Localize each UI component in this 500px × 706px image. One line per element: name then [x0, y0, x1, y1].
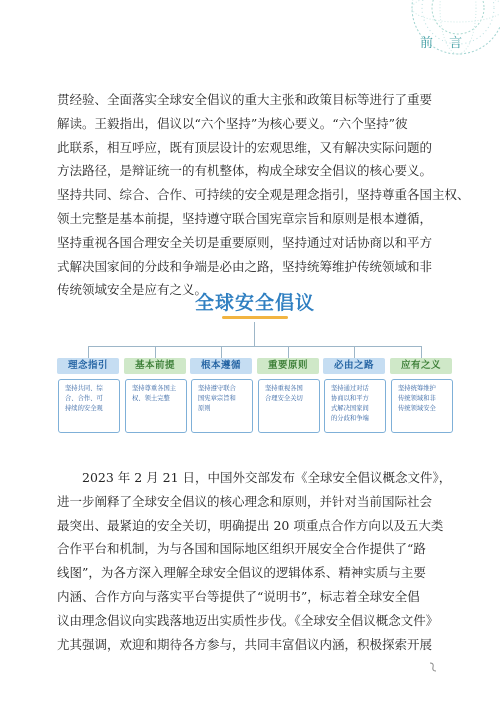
pillar-fundamental-principle: 根本遵循 — [190, 358, 252, 374]
paragraph-line: 此联系，相互呼应，既有顶层设计的宏观思维，又有解决实际问题的 — [57, 139, 433, 155]
card-text: 坚持遵守联合 国宪章宗旨和 原则 — [198, 385, 236, 412]
paragraph-line: 2023 年 2 月 21 日，中国外交部发布《全球安全倡议概念文件》， — [57, 470, 452, 485]
pillar-inherent-meaning: 应有之义 — [390, 358, 452, 374]
pillar-basic-premise: 基本前提 — [124, 358, 186, 374]
paragraph-line: 贯经验、全面落实全球安全倡议的重大主张和政策目标等进行了重要 — [57, 92, 433, 107]
pillar-card — [258, 379, 320, 433]
paragraph-line: 内涵、合作方向与落实平台等提供了“说明书”，标志着全球安全倡 — [57, 588, 420, 604]
paragraph-line: 尤其强调，欢迎和期待各方参与，共同丰富倡议内涵，积极探索开展 — [57, 636, 433, 652]
pillar-important-principle: 重要原则 — [257, 358, 319, 374]
paragraph-line: 合作平台和机制，为与各国和国际地区组织开展安全合作提供了“路 — [57, 541, 426, 557]
paragraph-line: 议由理念倡议向实践落地迈出实质性步伐。《全球安全倡议概念文件》 — [57, 612, 439, 628]
tree-drop — [221, 346, 222, 358]
diagram-title: 全球安全倡议 — [194, 292, 315, 314]
tree-drop — [288, 346, 289, 358]
card-text: 坚持通过对话 协商以和平方 式解决国家间 的分歧和争端 — [331, 385, 369, 422]
concept-paper-paragraph — [57, 466, 457, 656]
title-underline — [222, 316, 288, 319]
paragraph-line: 传统领域安全是应有之义。 — [57, 282, 208, 298]
paragraph-line: 坚持共同、综合、合作、可持续的安全观是理念指引，坚持尊重各国主权、 — [57, 187, 470, 203]
pillar-card — [391, 379, 453, 433]
paragraph-line: 最突出、最紧迫的安全关切，明确提出 20 项重点合作方向以及五大类 — [57, 517, 444, 533]
tree-drop — [88, 346, 89, 358]
paragraph-line: 进一步阐释了全球安全倡议的核心理念和原则，并针对当前国际社会 — [57, 493, 433, 509]
intro-paragraph — [57, 88, 470, 302]
paragraph-line: 式解决国家间的分歧和争端是必由之路，坚持统筹维护传统领域和非 — [57, 258, 433, 274]
card-text: 坚持尊重各国主 权、领土完整 — [132, 385, 177, 402]
pillar-card — [125, 379, 187, 433]
card-text: 坚持重视各国 合理安全关切 — [265, 385, 303, 402]
card-text: 坚持共同、综 合、合作、可 持续的安全观 — [65, 385, 103, 412]
card-text: 坚持统筹维护 传统领域和非 传统领域安全 — [398, 385, 436, 412]
paragraph-line: 线图”，为各方深入理解全球安全倡议的逻辑体系、精神实质与主要 — [57, 565, 426, 581]
tree-drop — [354, 346, 355, 358]
tree-drop — [155, 346, 156, 358]
pillar-card — [191, 379, 253, 433]
gsi-structure-diagram — [50, 280, 460, 450]
pillar-card — [324, 379, 386, 433]
paragraph-line: 方法路径，是辩证统一的有机整体，构成全球安全倡议的核心要义。 — [57, 163, 433, 179]
tree-trunk — [254, 322, 255, 346]
page-corner-mark-icon — [428, 662, 438, 672]
page-section-title: 前 言 — [420, 36, 469, 51]
tree-branch — [88, 346, 422, 347]
pillar-concept-guidance: 理念指引 — [57, 358, 119, 374]
pillar-only-way: 必由之路 — [323, 358, 385, 374]
paragraph-line: 解读。王毅指出，倡议以“六个坚持”为核心要义。“六个坚持”彼 — [57, 115, 408, 131]
paragraph-line: 坚持重视各国合理安全关切是重要原则，坚持通过对话协商以和平方 — [57, 234, 433, 250]
paragraph-line: 领土完整是基本前提，坚持遵守联合国宪章宗旨和原则是根本遵循， — [57, 210, 433, 226]
tree-drop — [421, 346, 422, 358]
pillar-card — [58, 379, 120, 433]
